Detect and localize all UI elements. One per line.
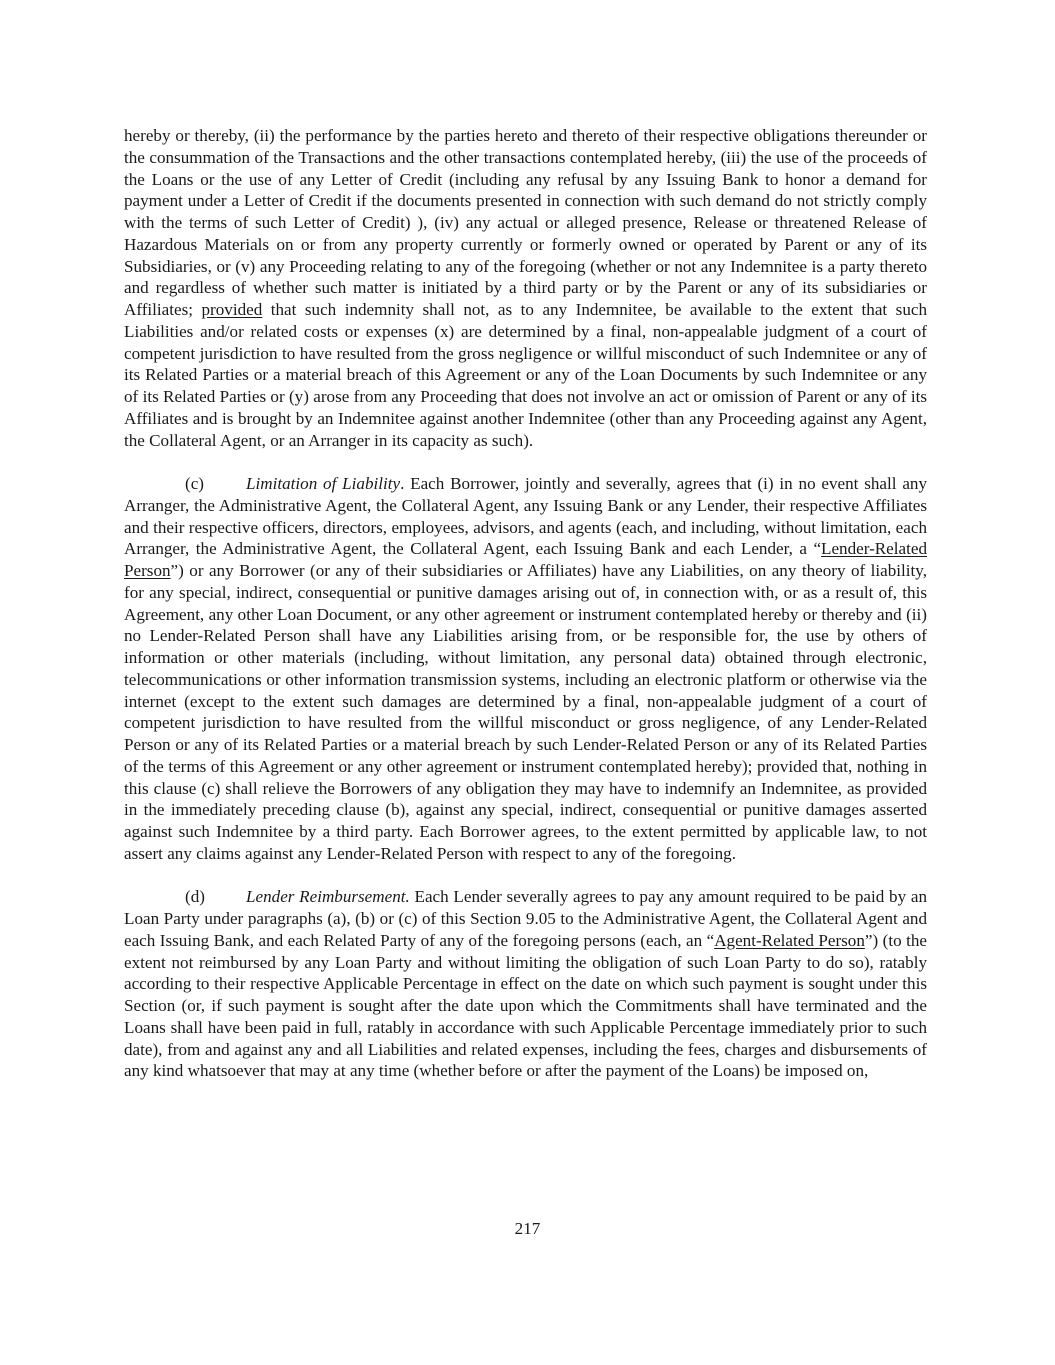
paragraph-text: . Each Borrower, jointly and severally, agrees that (i) in no event shall any Arranger, the Administrative Agent, the Collateral Agent, any Issuing Bank or any Lender, their respective Affiliates and their respective officers, directors, employees, advisors, and agents (each, and including, without limitation, each Arranger, the Administrative Agent, the Collateral Agent, each Issuing Bank and each Lender, a “ (124, 474, 927, 559)
defined-term: Lender-Related Person (124, 539, 927, 580)
paragraph-text: that such indemnity shall not, as to any Indemnitee, be available to the extent that such Liabilities and/or related costs or expenses (x) are determined by a final, non-appealable judgment of a court of competent jurisdiction to have resulted from the gross negligence or willful misconduct of such Indemnitee or any of its Related Parties or a material breach of this Agreement or any of the Loan Documents by such Indemnitee or any of its Related Parties or (y) arose from any Proceeding that does not involve an act or omission of Parent or any of its Affiliates and is brought by an Indemnitee against another Indemnitee (other than any Proceeding against any Agent, the Collateral Agent, or an Arranger in its capacity as such). (124, 300, 927, 450)
defined-term: Agent-Related Person (714, 930, 865, 950)
paragraph-b-continuation (124, 125, 927, 451)
provided-term: provided (201, 300, 263, 319)
document-page (124, 125, 927, 1082)
paragraph-heading: Lender Reimbursement. (246, 887, 410, 907)
paragraph-d (124, 886, 927, 1082)
paragraph-label: (c) (185, 474, 204, 493)
paragraph-c (124, 473, 927, 865)
paragraph-text: Each Lender severally agrees to pay any amount required to be paid by an Loan Party under paragraphs (a), (b) or (c) of this Section 9.05 to the Administrative Agent, the Collateral Agent and each Issuing Bank, and each Related Party of any of the foregoing persons (each, an “ (124, 887, 927, 950)
paragraph-text: hereby or thereby, (ii) the performance by the parties hereto and thereto of their respective obligations thereunder or the consummation of the Transactions and the other transactions contemplated hereby, (iii) the use of the proceeds of the Loans or the use of any Letter of Credit (including any refusal by any Issuing Bank to honor a demand for payment under a Letter of Credit if the documents presented in connection with such demand do not strictly comply with the terms of such Letter of Credit) ), (iv) any actual or alleged presence, Release or threatened Release of Hazardous Materials on or from any property currently or formerly owned or operated by Parent or any of its Subsidiaries, or (v) any Proceeding relating to any of the foregoing (whether or not any Indemnitee is a party thereto and regardless of whether such matter is initiated by a third party or by the Parent or any of its subsidiaries or Affiliates; (124, 126, 927, 319)
paragraph-label: (d) (185, 887, 205, 907)
paragraph-heading: Limitation of Liability (246, 474, 401, 493)
page-number: 217 (514, 1219, 541, 1238)
paragraph-text: ”) (to the extent not reimbursed by any Loan Party and without limiting the obligation of such Loan Party to do so), ratably according to their respective Applicable Percentage in effect on the date on which such payment is sought under this Section (or, if such payment is sought after the date upon which the Commitments shall have terminated and the Loans shall have been paid in full, ratably in accordance with such Applicable Percentage immediately prior to such date), from and against any and all Liabilities and related expenses, including the fees, charges and disbursements of any kind whatsoever that may at any time (whether before or after the payment of the Loans) be imposed on, (124, 930, 927, 1081)
paragraph-text: ”) or any Borrower (or any of their subsidiaries or Affiliates) have any Liabilities, on any theory of liability, for any special, indirect, consequential or punitive damages arising out of, in connection with, or as a result of, this Agreement, any other Loan Document, or any other agreement or instrument contemplated hereby or thereby and (ii) no Lender-Related Person shall have any Liabilities arising from, or be responsible for, the use by others of information or other materials (including, without limitation, any personal data) obtained through electronic, telecommunications or other information transmission systems, including an electronic platform or otherwise via the internet (except to the extent such damages are determined by a final, non-appealable judgment of a court of competent jurisdiction to have resulted from the willful misconduct or gross negligence, of any Lender-Related Person or any of its Related Parties or a material breach by such Lender-Related Person or any of its Related Parties of the terms of this Agreement or any other agreement or instrument contemplated hereby); provided that, nothing in this clause (c) shall relieve the Borrowers of any obligation they may have to indemnify an Indemnitee, as provided in the immediately preceding clause (b), against any special, indirect, consequential or punitive damages asserted against such Indemnitee by a third party. Each Borrower agrees, to the extent permitted by applicable law, to not assert any claims against any Lender-Related Person with respect to any of the foregoing. (124, 561, 927, 863)
